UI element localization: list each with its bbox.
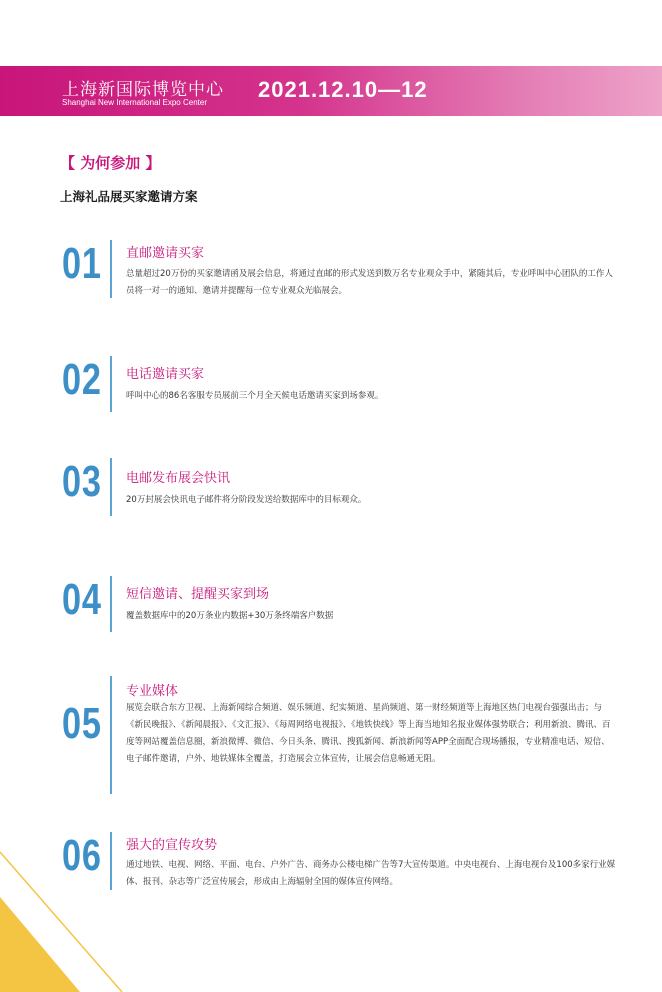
item-body: 通过地铁、电视、网络、平面、电台、户外广告、商务办公楼电梯广告等7大宣传渠道。中央电视台、上海电视台及100多家行业媒体、报刊、杂志等广泛宣传展会，形成由上海辐射全国的媒体宣传网络。 [126, 860, 616, 887]
item-number: 02 [62, 355, 102, 404]
item-title: 专业媒体 [126, 684, 179, 699]
item-title: 强大的宣传攻势 [126, 838, 218, 853]
venue-name-cn: 上海新国际博览中心 [62, 80, 224, 100]
item-body: 呼叫中心的86名客服专员展前三个月全天候电话邀请买家到场参观。 [126, 391, 384, 401]
item-number: 05 [62, 699, 102, 748]
item-body: 展览会联合东方卫视、上海新闻综合频道、娱乐频道、纪实频道、星尚频道、第一财经频道等上海地区热门电视台强强出击；与《新民晚报》、《新闻晨报》、《文汇报》、《每周网络电视报》、《地铁快线》等上海当地知名报业媒体强势联合；利用新浪、腾讯、百度等网站覆盖信息圈，新浪微博、微信、今日头条、腾讯、搜狐新闻、新浪新闻等APP全面配合现场播报，专业精准电话、短信、电子邮件邀请，户外、地铁媒体全覆盖，打造展会立体宣传，让展会信息畅通无阻。 [126, 703, 611, 764]
item-body: 20万封展会快讯电子邮件将分阶段发送给数据库中的目标观众。 [126, 495, 367, 505]
item-title: 直邮邀请买家 [126, 246, 205, 261]
venue-name-en: Shanghai New International Expo Center [62, 98, 207, 107]
section-heading: 【 为何参加 】 [60, 154, 161, 172]
item-divider [110, 676, 112, 794]
item-divider [110, 458, 112, 516]
item-divider [110, 240, 112, 298]
item-title: 电邮发布展会快讯 [126, 471, 231, 486]
item-title: 短信邀请、提醒买家到场 [126, 587, 270, 602]
item-number: 04 [62, 575, 102, 624]
corner-decoration [0, 842, 130, 992]
item-number: 06 [62, 831, 102, 880]
item-number: 03 [62, 457, 102, 506]
event-date: 2021.12.10—12 [258, 77, 428, 102]
item-divider [110, 356, 112, 412]
item-body: 总量超过20万份的买家邀请函及展会信息，将通过直邮的形式发送到数万名专业观众手中，紧随其后，专业呼叫中心团队的工作人员将一对一的通知、邀请并提醒每一位专业观众光临展会。 [126, 269, 613, 296]
item-number: 01 [62, 239, 102, 288]
section-subtitle: 上海礼品展买家邀请方案 [60, 189, 198, 204]
header-banner [0, 66, 662, 116]
item-body: 覆盖数据库中的20万条业内数据+30万条终端客户数据 [126, 611, 334, 621]
corner-triangle [0, 897, 80, 992]
item-divider [110, 576, 112, 632]
item-title: 电话邀请买家 [126, 367, 205, 382]
